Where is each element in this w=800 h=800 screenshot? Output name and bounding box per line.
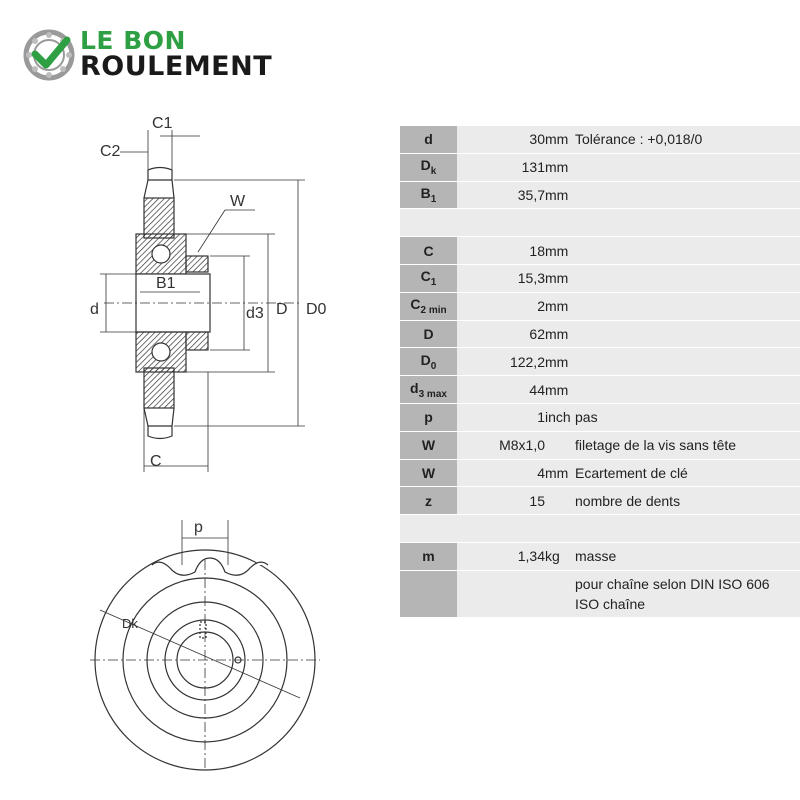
- table-row: [400, 264, 800, 292]
- param-cell: [400, 376, 457, 404]
- logo-line1: LE BON: [80, 26, 186, 55]
- table-row: [400, 126, 800, 153]
- param-note: [575, 181, 800, 209]
- param-value: 1: [457, 403, 545, 431]
- table-row: [400, 376, 800, 404]
- brand-logo: [22, 26, 302, 86]
- param-note: [575, 153, 800, 181]
- table-row-spacer: [400, 515, 800, 543]
- table-row: [400, 237, 800, 265]
- param-note: [575, 376, 800, 404]
- param-value: 4: [457, 459, 545, 487]
- param-note: nombre de dents: [575, 487, 800, 515]
- technical-drawing: [60, 110, 360, 790]
- param-symbol: D: [420, 351, 431, 368]
- table-row: [400, 431, 800, 459]
- param-unit: mm: [545, 459, 575, 487]
- param-cell: [400, 292, 457, 320]
- param-cell: [400, 403, 457, 431]
- param-value: 44: [457, 376, 545, 404]
- label-p: p: [194, 519, 203, 536]
- param-cell: [400, 181, 457, 209]
- param-subscript: 2 min: [420, 305, 447, 317]
- param-note: Tolérance : +0,018/0: [575, 126, 800, 153]
- final-note-line1: pour chaîne selon DIN ISO 606: [575, 575, 770, 592]
- param-cell: [400, 153, 457, 181]
- param-subscript: 1: [430, 193, 437, 205]
- param-symbol: D: [420, 157, 431, 174]
- param-note: [575, 264, 800, 292]
- param-symbol: z: [425, 492, 432, 509]
- param-value: 18: [457, 237, 545, 265]
- param-note: masse: [575, 542, 800, 570]
- label-D: D: [276, 301, 288, 318]
- param-note: filetage de la vis sans tête: [575, 431, 800, 459]
- param-unit: mm: [545, 237, 575, 265]
- param-unit: mm: [545, 376, 575, 404]
- param-value: M8x1,0: [457, 431, 545, 459]
- table-row: [400, 153, 800, 181]
- param-symbol: C: [420, 268, 431, 285]
- param-subscript: 1: [430, 277, 437, 289]
- param-symbol: d: [410, 379, 419, 396]
- param-value: 131: [457, 153, 545, 181]
- param-value: 15: [457, 487, 545, 515]
- label-c2: C2: [100, 143, 121, 160]
- param-subscript: 0: [430, 360, 437, 372]
- param-value: 2: [457, 292, 545, 320]
- param-cell: [400, 348, 457, 376]
- front-view: [90, 520, 320, 770]
- bearing-check-icon: [22, 28, 76, 82]
- table-row: [400, 542, 800, 570]
- param-value: 30: [457, 126, 545, 153]
- param-value: 35,7: [457, 181, 545, 209]
- param-symbol: p: [424, 409, 433, 426]
- label-d: d: [90, 301, 99, 318]
- param-cell: [400, 459, 457, 487]
- table-row: [400, 459, 800, 487]
- param-unit: inch: [545, 403, 575, 431]
- table-row: [400, 320, 800, 348]
- param-cell: [400, 542, 457, 570]
- table-row: [400, 348, 800, 376]
- table-row: [400, 181, 800, 209]
- param-unit: mm: [545, 320, 575, 348]
- param-value: 15,3: [457, 264, 545, 292]
- param-unit: mm: [545, 348, 575, 376]
- label-D0: D0: [306, 301, 327, 318]
- spec-table: [400, 126, 800, 618]
- table-row: [400, 487, 800, 515]
- param-unit: mm: [545, 126, 575, 153]
- param-note: pas: [575, 403, 800, 431]
- param-unit: mm: [545, 181, 575, 209]
- param-unit: mm: [545, 264, 575, 292]
- logo-line2: ROULEMENT: [80, 51, 273, 82]
- param-unit: mm: [545, 292, 575, 320]
- param-unit: kg: [545, 542, 575, 570]
- param-symbol: m: [422, 548, 435, 565]
- param-symbol: C: [423, 242, 434, 259]
- param-symbol: D: [423, 325, 434, 342]
- param-symbol: d: [424, 131, 433, 148]
- param-unit: [545, 487, 575, 515]
- param-symbol: W: [421, 464, 436, 481]
- table-row: [400, 292, 800, 320]
- param-unit: [545, 431, 575, 459]
- label-c: C: [150, 453, 162, 470]
- param-symbol: C: [410, 296, 421, 313]
- table-row-final-note: [400, 570, 800, 617]
- final-note-line2: ISO chaîne: [575, 595, 646, 612]
- param-cell: [400, 431, 457, 459]
- param-cell: [400, 264, 457, 292]
- param-unit: mm: [545, 153, 575, 181]
- side-view: [100, 130, 305, 472]
- param-cell: [400, 320, 457, 348]
- param-cell: [400, 237, 457, 265]
- param-note: [575, 237, 800, 265]
- param-subscript: k: [430, 166, 437, 178]
- label-w: W: [230, 193, 246, 210]
- param-value: 122,2: [457, 348, 545, 376]
- label-b1: B1: [156, 275, 176, 292]
- param-subscript: 3 max: [418, 388, 447, 400]
- table-row-spacer: [400, 209, 800, 237]
- param-cell: [400, 126, 457, 153]
- label-dk: Dk: [122, 616, 138, 631]
- param-note: Ecartement de clé: [575, 459, 800, 487]
- label-d3: d3: [246, 305, 264, 322]
- label-c1: C1: [152, 115, 173, 132]
- param-note: [575, 320, 800, 348]
- param-note: [575, 348, 800, 376]
- param-symbol: B: [420, 185, 431, 202]
- param-value: 62: [457, 320, 545, 348]
- param-symbol: W: [421, 437, 436, 454]
- param-cell: [400, 487, 457, 515]
- param-value: 1,34: [457, 542, 545, 570]
- table-row: [400, 403, 800, 431]
- param-note: [575, 292, 800, 320]
